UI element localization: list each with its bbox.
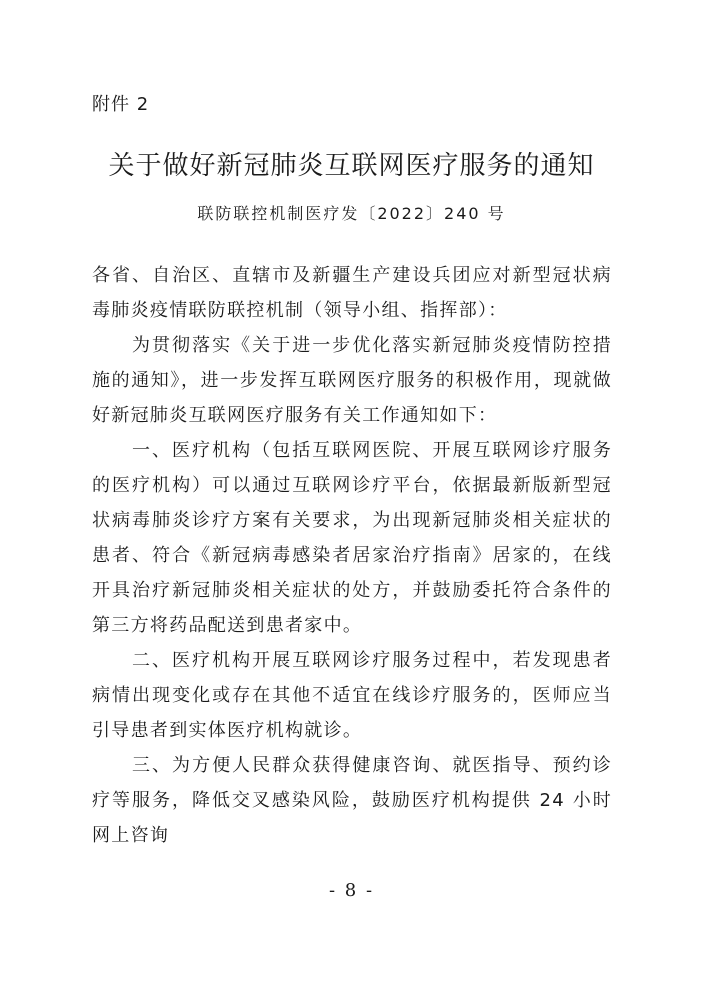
intro-paragraph: 为贯彻落实《关于进一步优化落实新冠肺炎疫情防控措施的通知》，进一步发挥互联网医疗服务的积极作用，现就做好新冠肺炎互联网医疗服务有关工作通知如下： [92,335,612,426]
item-2-paragraph: 二、医疗机构开展互联网诊疗服务过程中，若发现患者病情出现变化或存在其他不适宜在线诊疗服务的，医师应当引导患者到实体医疗机构就诊。 [92,650,612,741]
item-1-paragraph: 一、医疗机构（包括互联网医院、开展互联网诊疗服务的医疗机构）可以通过互联网诊疗平台，依据最新版新型冠状病毒肺炎诊疗方案有关要求，为出现新冠肺炎相关症状的患者、符合《新冠病毒感染者居家治疗指南》居家的，在线开具治疗新冠肺炎相关症状的处方，并鼓励委托符合条件的第三方将药品配送到患者家中。 [92,440,612,636]
document-title: 关于做好新冠肺炎互联网医疗服务的通知 [108,151,595,181]
item-3-paragraph: 三、为方便人民群众获得健康咨询、就医指导、预约诊疗等服务，降低交叉感染风险，鼓励医疗机构提供 24 小时网上咨询 [92,755,612,846]
document-number: 联防联控机制医疗发〔2022〕240 号 [197,204,506,223]
page-number: - 8 - [328,880,375,901]
addressee-paragraph: 各省、自治区、直辖市及新疆生产建设兵团应对新型冠状病毒肺炎疫情联防联控机制（领导小组、指挥部）： [92,265,612,321]
document-body [92,258,612,853]
attachment-label: 附件 2 [92,94,150,115]
